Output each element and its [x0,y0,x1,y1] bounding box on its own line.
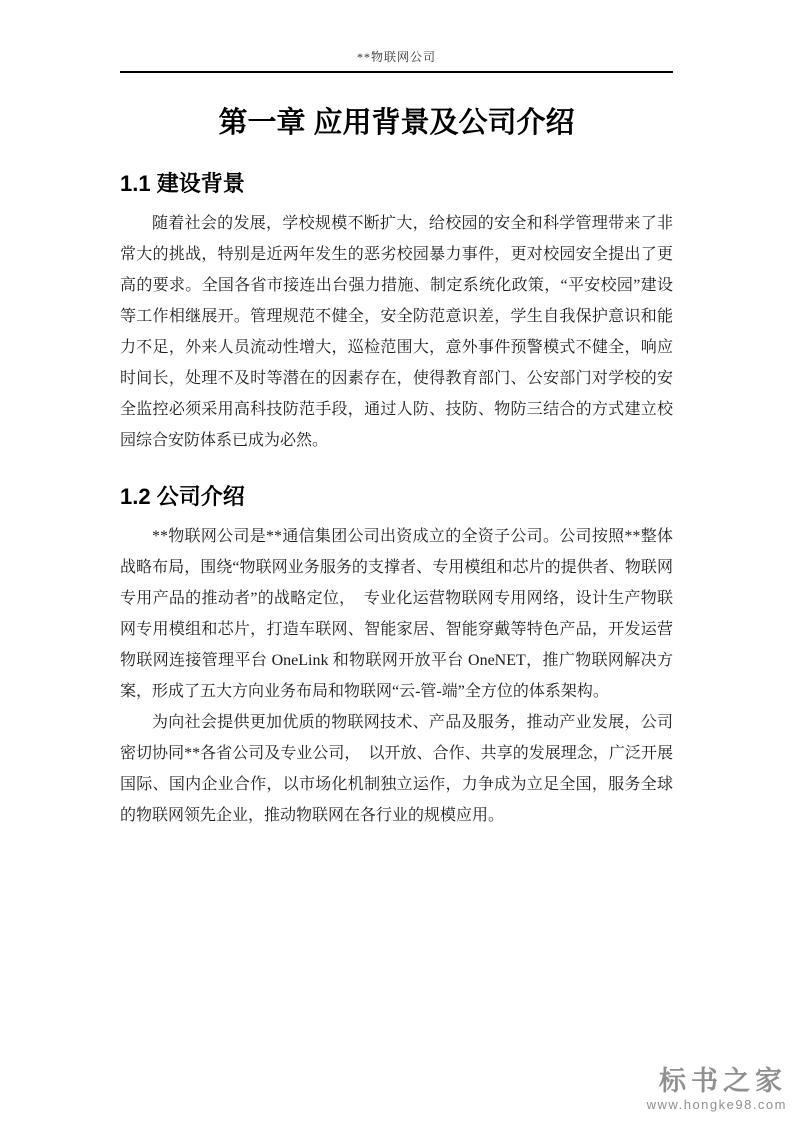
chapter-title: 第一章 应用背景及公司介绍 [218,107,575,139]
watermark-url-text: www.hongke98.com [646,1097,787,1112]
header-company-name: **物联网公司 [356,50,436,64]
watermark [647,1066,787,1112]
section-heading-1-1: 1.1 建设背景 [120,171,245,196]
section-1-1-paragraph: 随着社会的发展，学校规模不断扩大，给校园的安全和科学管理带来了非常大的挑战，特别是近两年发生的恶劣校园暴力事件，更对校园安全提出了更高的要求。全国各省市接连出台强力措施、制定系统化政策，“平安校园”建设等工作相继展开。管理规范不健全，安全防范意识差，学生自我保护意识和能力不足，外来人员流动性增大，巡检范围大，意外事件预警模式不健全，响应时间长，处理不及时等潜在的因素存在，使得教育部门、公安部门对学校的安全监控必须采用高科技防范手段，通过人防、技防、物防三结合的方式建立校园综合安防体系已成为必然。 [120,215,673,449]
section-1-2-paragraph-2: 为向社会提供更加优质的物联网技术、产品及服务，推动产业发展，公司密切协同**各省公司及专业公司， 以开放、合作、共享的发展理念，广泛开展国际、国内企业合作，以市场化机制独立运作，力争成为立足全国，服务全球的物联网领先企业，推动物联网在各行业的规模应用。 [120,714,673,824]
watermark-logo-text: 标书之家 [659,1066,787,1096]
section-1-2-paragraph-1: **物联网公司是**通信集团公司出资成立的全资子公司。公司按照**整体战略布局，围绕“物联网业务服务的支撑者、专用模组和芯片的提供者、物联网专用产品的推动者”的战略定位， 专业化运营物联网专用网络，设计生产物联网专用模组和芯片，打造车联网、智能家居、智能穿戴等特色产品，开发运营物联网连接管理平台 OneLink 和物联网开放平台 OneNET，推广物联网解决方案，形成了五大方向业务布局和物联网“云-管-端”全方位的体系架构。 [120,528,673,700]
page-header [120,48,673,73]
section-heading-1-2: 1.2 公司介绍 [120,484,245,509]
